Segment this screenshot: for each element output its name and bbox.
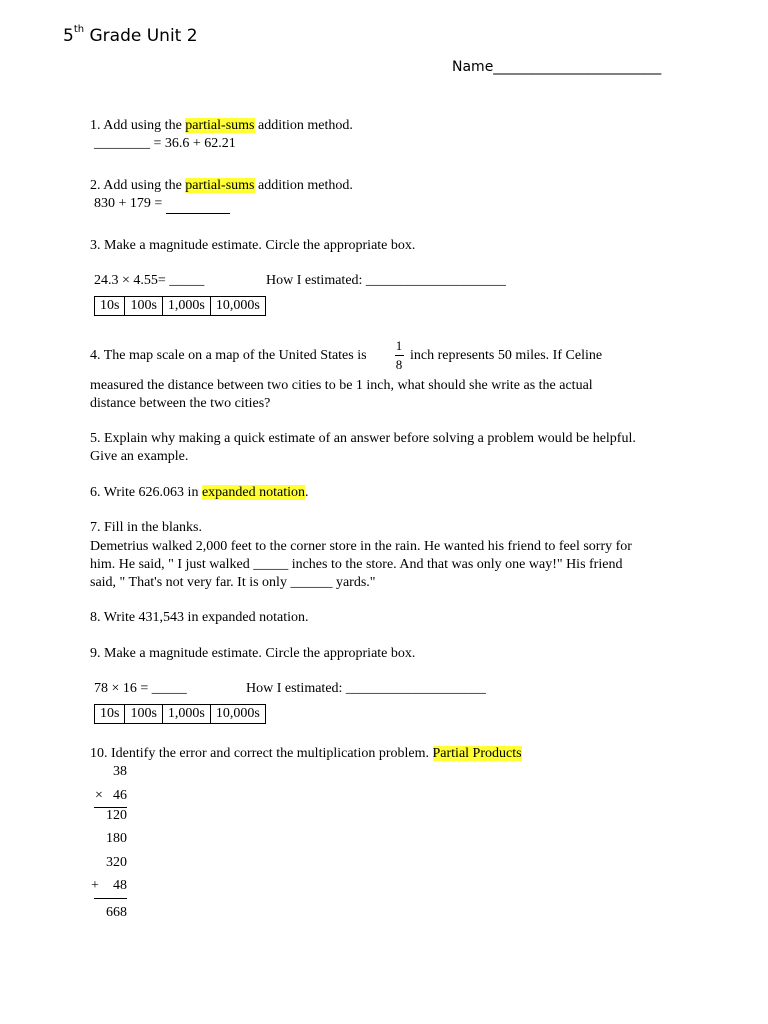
magnitude-box-100s[interactable]: 100s <box>125 297 162 316</box>
plus-sign: + <box>91 878 99 893</box>
question-4: 4. The map scale on a map of the United States is <box>90 348 367 363</box>
question-3-expression: 24.3 × 4.55= _____ <box>94 273 205 288</box>
fraction-denominator: 8 <box>395 357 403 372</box>
highlight-partial-sums: partial-sums <box>185 178 255 193</box>
question-1: 1. Add using the partial-sums addition method. <box>90 118 353 133</box>
fraction-numerator: 1 <box>395 338 403 353</box>
name-field[interactable]: Name________________________ <box>452 59 662 75</box>
question-1-equation: ________ = 36.6 + 62.21 <box>94 136 236 151</box>
product-total: 668 <box>106 905 127 920</box>
magnitude-boxes-q9 <box>94 704 266 724</box>
question-7-line-3: him. He said, " I just walked _____ inches to the store. And that was only one way!" His friend <box>90 557 623 572</box>
question-8: 8. Write 431,543 in expanded notation. <box>90 610 309 625</box>
question-4-line-3: distance between the two cities? <box>90 396 271 411</box>
highlight-partial-sums: partial-sums <box>185 118 255 133</box>
yards-blank[interactable]: ______ <box>290 575 333 590</box>
question-9: 9. Make a magnitude estimate. Circle the appropriate box. <box>90 646 416 661</box>
question-7-line-2: Demetrius walked 2,000 feet to the corner store in the rain. He wanted his friend to feel sorry for <box>90 539 632 554</box>
partial-product: 120 <box>106 808 127 823</box>
question-7-line-4: said, " That's not very far. It is only ______ yards." <box>90 575 376 590</box>
question-5: 5. Explain why making a quick estimate of an answer before solving a problem would be helpful. <box>90 431 636 446</box>
question-6: 6. Write 626.063 in expanded notation. <box>90 485 309 500</box>
question-9-how-estimated: How I estimated: ____________________ <box>246 681 486 696</box>
multiplier: 46 <box>113 788 127 803</box>
question-3: 3. Make a magnitude estimate. Circle the appropriate box. <box>90 238 416 253</box>
partial-product: 48 <box>113 878 127 893</box>
question-9-expression: 78 × 16 = _____ <box>94 681 187 696</box>
magnitude-box-1000s[interactable]: 1,000s <box>162 705 210 724</box>
question-10: 10. Identify the error and correct the multiplication problem. Partial Products <box>90 746 522 761</box>
question-7: 7. Fill in the blanks. <box>90 520 202 535</box>
partial-product: 180 <box>106 831 127 846</box>
magnitude-box-10s[interactable]: 10s <box>95 297 125 316</box>
question-4-line-2: measured the distance between two cities to be 1 inch, what should she write as the actual <box>90 378 593 393</box>
partial-product: 320 <box>106 855 127 870</box>
question-2-equation: 830 + 179 = <box>94 195 230 214</box>
magnitude-box-10s[interactable]: 10s <box>95 705 125 724</box>
question-3-how-estimated: How I estimated: ____________________ <box>266 273 506 288</box>
magnitude-box-10000s[interactable]: 10,000s <box>210 705 265 724</box>
multiplicand: 38 <box>113 764 127 779</box>
magnitude-box-100s[interactable]: 100s <box>125 705 162 724</box>
highlight-partial-products: Partial Products <box>432 746 522 761</box>
magnitude-box-10000s[interactable]: 10,000s <box>210 297 265 316</box>
question-2: 2. Add using the partial-sums addition method. <box>90 178 353 193</box>
page-title: 5th Grade Unit 2 <box>63 24 198 46</box>
highlight-expanded-notation: expanded notation <box>201 485 305 500</box>
sum-rule <box>94 898 127 899</box>
question-4-continued: inch represents 50 miles. If Celine <box>410 348 603 363</box>
magnitude-boxes-q3 <box>94 296 266 316</box>
fraction-bar <box>395 355 404 356</box>
magnitude-box-1000s[interactable]: 1,000s <box>162 297 210 316</box>
times-sign: × <box>95 788 103 803</box>
answer-blank[interactable] <box>166 195 230 214</box>
question-5-line-2: Give an example. <box>90 449 189 464</box>
